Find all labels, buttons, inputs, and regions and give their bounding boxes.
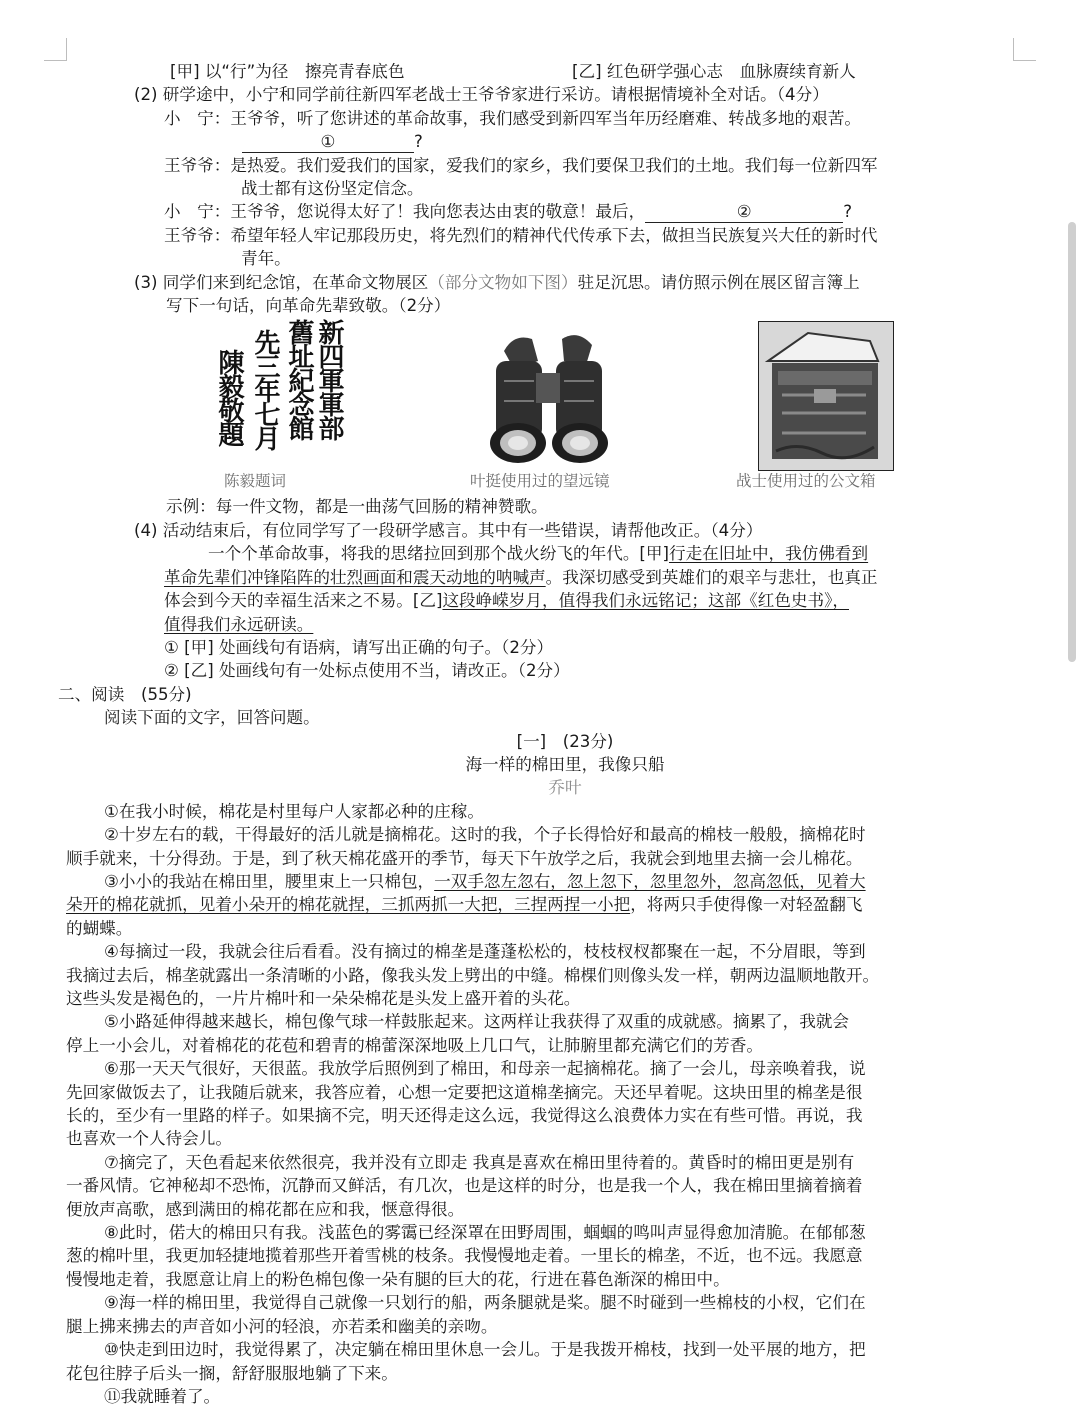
exam-page	[58, 60, 1014, 1408]
q2-line4: 王爷爷：希望年轻人牢记那段历史，将先烈们的精神代代传承下去，做担当民族复兴大任的新时代	[164, 225, 878, 245]
para-5-line1: ⑤小路延伸得越来越长，棉包像气球一样鼓胀起来。这两样让我获得了双重的成就感。摘累了，我就会	[104, 1012, 849, 1032]
question-mark-1: ?	[414, 132, 423, 152]
q2-line4b: 青年。	[241, 249, 291, 269]
q4-sub1: ① [甲] 处画线句有语病，请写出正确的句子。（2分）	[164, 637, 554, 657]
q3-example: 示例：每一件文物，都是一曲荡气回肠的精神赞歌。	[166, 497, 548, 517]
para-10-line2: 花包往脖子后头一搁，舒舒服服地躺了下来。	[66, 1363, 398, 1383]
q4-sub2: ② [乙] 处画线句有一处标点使用不当，请改正。（2分）	[164, 661, 570, 681]
artifact-photos	[66, 317, 1014, 495]
caption-binoculars: 叶挺使用过的望远镜	[470, 472, 610, 491]
q3-stem-b: 驻足沉思。请仿照示例在展区留言簿上	[577, 272, 860, 292]
q2-blank1-row	[66, 130, 1014, 153]
binoculars-photo	[474, 321, 620, 471]
q3-stem-note: （部分文物如下图）	[428, 272, 578, 292]
para-8-line2: 葱的棉叶里，我更加轻捷地揽着那些开着雪桃的枝条。我慢慢地走着。一里长的棉垄，不近，也不远。我愿意	[66, 1246, 863, 1266]
para-3-line3: 的蝴蝶。	[66, 918, 133, 938]
blank-2-number: ②	[736, 202, 752, 222]
calligraphy-col-4: 陳毅敬題	[214, 349, 244, 446]
para-1: ①在我小时候，棉花是村里每户人家都必种的庄稼。	[104, 801, 484, 821]
caption-document-case: 战士使用过的公文箱	[736, 472, 876, 491]
para-6-line2: 先回家做饭去了，让我随后就来，我答应着，心想一定要把这道棉垄摘完。天还早着呢。这块田里的棉垄是很	[66, 1082, 863, 1102]
q4-underline-jia-2: 革命先辈们冲锋陷阵的壮烈画面和震天动地的呐喊声	[164, 567, 546, 587]
q4-passage-line4	[66, 613, 1014, 636]
part-one-heading: [一] (23分)	[516, 731, 614, 751]
scrollbar[interactable]	[1068, 222, 1076, 662]
para-11: ⑪我就睡着了。	[104, 1386, 221, 1406]
para-10-line1: ⑩快走到田边时，我觉得累了，决定躺在棉田里休息一会儿。于是我拨开棉枝，找到一处平展的地方，把	[104, 1340, 866, 1360]
para-3-line1	[66, 870, 1014, 893]
title-yi: [乙] 红色研学强心志 血脉赓续育新人	[572, 62, 856, 81]
para-5-line2: 停上一小会儿，对着棉花的花苞和碧青的棉蕾深深地吸上几口气，让肺腑里都充满它们的芳香。	[66, 1035, 763, 1055]
section2-instruction: 阅读下面的文字，回答问题。	[104, 708, 320, 728]
q4-passage-line3	[66, 589, 1014, 612]
para-9-line2: 腿上拂来拂去的声音如小河的轻浪，亦若柔和幽美的亲吻。	[66, 1316, 498, 1336]
para-3-underline-1: 一双手忽左忽右，忽上忽下，忽里忽外，忽高忽低，见着大	[434, 871, 866, 891]
answer-blank-1[interactable]	[242, 132, 414, 153]
para-6-line4: 也喜欢一个人待会儿。	[66, 1129, 232, 1149]
q4-p2-b: 。我深切感受到英雄们的艰辛与悲壮，也真正	[545, 567, 878, 587]
para-8-line3: 慢慢地走着，我愿意让肩上的粉色棉包像一朵有腿的巨大的花，行进在暮色渐深的棉田中。	[66, 1269, 730, 1289]
calligraphy-col-2: 舊址紀念館	[284, 319, 314, 440]
para-3-underline-2: 朵开的棉花就抓，见着小朵开的棉花就捏，三抓两抓一大把，三捏两捏一小把	[66, 895, 631, 915]
q2-line2: 王爷爷：是热爱。我们爱我们的国家，爱我们的家乡，我们要保卫我们的土地。我们每一位新四军	[164, 155, 878, 175]
para-3-b: ，将两只手使得像一对轻盈翻飞	[630, 895, 863, 915]
q3-stem-a: (3) 同学们来到纪念馆，在革命文物展区	[134, 272, 429, 292]
para-3-a: ③小小的我站在棉田里，腰里束上一只棉包，	[104, 871, 435, 891]
para-3-line2	[66, 893, 1014, 916]
para-2-line1: ②十岁左右的载，干得最好的活儿就是摘棉花。这时的我，个子长得恰好和最高的棉枝一般般，摘棉花时	[104, 825, 866, 845]
q4-p3-a: 体会到今天的幸福生活来之不易。[乙]	[164, 591, 443, 611]
chen-yi-calligraphy	[206, 319, 356, 467]
q4-stem: (4) 活动结束后，有位同学写了一段研学感言。其中有一些错误，请帮他改正。（4分）	[134, 520, 763, 540]
calligraphy-col-3: 先三年七月	[250, 329, 280, 450]
q3-stem-c: 写下一句话，向革命先辈致敬。（2分）	[166, 296, 451, 316]
q2-line3	[66, 200, 1014, 223]
para-4-line3: 这些头发是褐色的，一片片棉叶和一朵朵棉花是头发上盛开着的头花。	[66, 989, 581, 1008]
article-author: 乔叶	[548, 778, 582, 798]
para-4-line2: 我摘过去后，棉垄就露出一条清晰的小路，像我头发上劈出的中缝。棉棵们则像头发一样，朝两边温顺地散开。	[66, 965, 880, 985]
q1-titles	[66, 60, 1014, 83]
para-6-line1: ⑥那一天天气很好，天很蓝。我放学后照例到了棉田，和母亲一起摘棉花。摘了一会儿，母亲唤着我，说	[104, 1059, 866, 1079]
article-title: 海一样的棉田里，我像只船	[465, 754, 665, 774]
section2-title: 二、阅读 (55分)	[58, 684, 192, 704]
q4-underline-jia-1: 行走在旧址中，我仿佛看到	[668, 544, 869, 564]
document-case-photo	[758, 321, 894, 471]
q2-line1: 小 宁：王爷爷，听了您讲述的革命故事，我们感受到新四军当年历经磨难、转战多地的艰苦。	[164, 108, 861, 128]
para-7-line3: 便放声高歌，感到满田的棉花都在应和我，惬意得很。	[66, 1199, 465, 1219]
para-7-line1: ⑦摘完了，天色看起来依然很亮，我并没有立即走 我真是喜欢在棉田里待着的。黄昏时的棉田更是别有	[104, 1152, 855, 1172]
para-9-line1: ⑨海一样的棉田里，我觉得自己就像一只划行的船，两条腿就是桨。腿不时碰到一些棉枝的小杈，它们在	[104, 1293, 866, 1313]
q2-line3-text: 小 宁：王爷爷，您说得太好了！我向您表达由衷的敬意！最后，	[164, 202, 646, 222]
q4-underline-yi-2: 值得我们永远研读。	[164, 614, 314, 634]
caption-calligraphy: 陈毅题词	[224, 472, 287, 491]
q4-p1-a: 一个个革命故事，将我的思绪拉回到那个战火纷飞的年代。[甲]	[208, 544, 669, 564]
blank-1-number: ①	[320, 132, 336, 152]
title-jia: [甲] 以“行”为径 擦亮青春底色	[170, 62, 405, 81]
q4-passage-line1	[66, 542, 1014, 565]
para-6-line3: 长的，至少有一里路的样子。如果摘不完，明天还得走这么远，我觉得这么浪费体力实在有些可惜。再说，我	[66, 1106, 863, 1126]
page-corner-mark-right	[1013, 38, 1036, 61]
q4-underline-yi-1: 这段峥嵘岁月，值得我们永远铭记；这部《红色史书》，	[442, 591, 849, 611]
answer-blank-2[interactable]	[645, 202, 843, 223]
q3-stem	[66, 271, 1014, 294]
para-8-line1: ⑧此时，偌大的棉田只有我。浅蓝色的雾霭已经深罩在田野周围，蝈蝈的鸣叫声显得愈加清脆。在郁郁葱	[104, 1223, 866, 1243]
para-7-line2: 一番风情。它神秘却不恐怖，沉静而又鲜活，有几次，也是这样的时分，也是我一个人，我在棉田里摘着摘着	[66, 1176, 863, 1196]
page-corner-mark-left	[44, 38, 67, 61]
q2-stem: (2) 研学途中，小宁和同学前往新四军老战士王爷爷家进行采访。请根据情境补全对话。（4分）	[134, 85, 829, 105]
question-mark-2: ?	[843, 202, 853, 222]
q2-line2b: 战士都有这份坚定信念。	[241, 179, 424, 199]
para-4-line1: ④每摘过一段，我就会往后看看。没有摘过的棉垄是蓬蓬松松的，枝枝杈杈都聚在一起，不分眉眼，等到	[104, 942, 866, 962]
calligraphy-col-1: 新四軍軍部	[314, 319, 344, 440]
q4-passage-line2	[66, 566, 1014, 589]
para-2-line2: 顺手就来，十分得劲。于是，到了秋天棉花盛开的季节，每天下午放学之后，我就会到地里去摘一会儿棉花。	[66, 848, 863, 868]
